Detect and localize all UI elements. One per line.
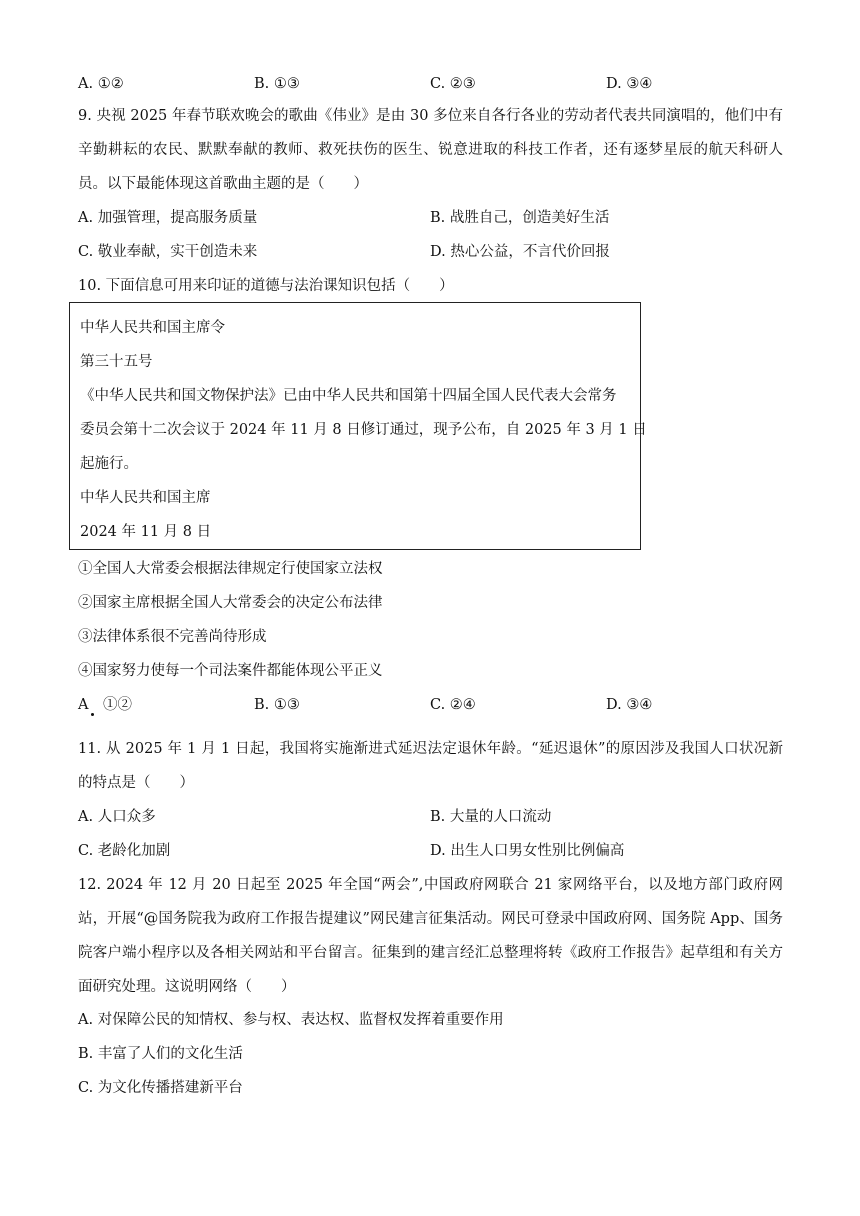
q10-option-b: B. ①③ xyxy=(254,697,300,713)
q12-option-b: B. 丰富了人们的文化生活 xyxy=(78,1046,243,1062)
q12-stem: 12. 2024 年 12 月 20 日起至 2025 年全国“两会”,中国政府网联合 21 家网络平台，以及地方部门政府网站，开展“@国务院我为政府工作报告提建议”网民建言征集活动。网民可登录中国政府网、国务院 App、国务院客户端小程序以及各相关网站和平台留言。征集到的建言经汇总整理将转《政府工作报告》起草组和有关方面研究处理。这说明网络（ ） xyxy=(78,877,783,995)
box-line-body-3: 起施行。 xyxy=(80,456,138,472)
q10-document-box xyxy=(69,302,647,550)
q11-option-c: C. 老龄化加剧 xyxy=(78,843,171,859)
q10-option-d: D. ③④ xyxy=(606,697,653,713)
q10-option-a: A ①② xyxy=(78,697,132,713)
q8-option-b: B. ①③ xyxy=(254,76,300,92)
q10-statement-2: ②国家主席根据全国人大常委会的决定公布法律 xyxy=(78,595,383,611)
q12-option-c: C. 为文化传播搭建新平台 xyxy=(78,1080,243,1096)
box-line-date: 2024 年 11 月 8 日 xyxy=(80,524,212,540)
q9-option-d: D. 热心公益，不言代价回报 xyxy=(430,244,610,260)
q11-option-a: A. 人口众多 xyxy=(78,809,156,825)
q9-stem: 9. 央视 2025 年春节联欢晚会的歌曲《伟业》是由 30 多位来自各行各业的劳动者代表共同演唱的，他们中有辛勤耕耘的农民、默默奉献的教师、救死扶伤的医生、锐意进取的科技工作者，还有逐梦星辰的航天科研人员。以下最能体现这首歌曲主题的是（ ） xyxy=(78,108,783,192)
q8-option-a: A. ①② xyxy=(78,76,124,92)
q9-option-c: C. 敬业奉献，实干创造未来 xyxy=(78,244,258,260)
q10-statement-4: ④国家努力使每一个司法案件都能体现公平正义 xyxy=(78,663,383,679)
q11-option-b: B. 大量的人口流动 xyxy=(430,809,552,825)
q8-option-c: C. ②③ xyxy=(430,76,476,92)
q8-option-d: D. ③④ xyxy=(606,76,653,92)
q10-statement-1: ①全国人大常委会根据法律规定行使国家立法权 xyxy=(78,561,383,577)
q11-option-d: D. 出生人口男女性别比例偏高 xyxy=(430,843,625,859)
box-line-body-1: 《中华人民共和国文物保护法》已由中华人民共和国第十四届全国人民代表大会常务 xyxy=(80,388,617,404)
option-dot-mark xyxy=(91,713,94,716)
box-line-body-2: 委员会第十二次会议于 2024 年 11 月 8 日修订通过，现予公布，自 2025 年 3 月 1 日 xyxy=(80,422,647,438)
q11-stem: 11. 从 2025 年 1 月 1 日起，我国将实施渐进式延迟法定退休年龄。“延迟退休”的原因涉及我国人口状况新的特点是（ ） xyxy=(78,741,783,791)
q12-option-a: A. 对保障公民的知情权、参与权、表达权、监督权发挥着重要作用 xyxy=(78,1012,504,1028)
box-line-number: 第三十五号 xyxy=(80,354,153,370)
q10-stem: 10. 下面信息可用来印证的道德与法治课知识包括（ ） xyxy=(78,278,454,294)
q9-option-b: B. 战胜自己，创造美好生活 xyxy=(430,210,610,226)
q9-option-a: A. 加强管理，提高服务质量 xyxy=(78,210,258,226)
q10-statement-3: ③法律体系很不完善尚待形成 xyxy=(78,629,267,645)
box-line-signer: 中华人民共和国主席 xyxy=(80,490,211,506)
q10-option-c: C. ②④ xyxy=(430,697,476,713)
box-line-title: 中华人民共和国主席令 xyxy=(80,320,225,336)
